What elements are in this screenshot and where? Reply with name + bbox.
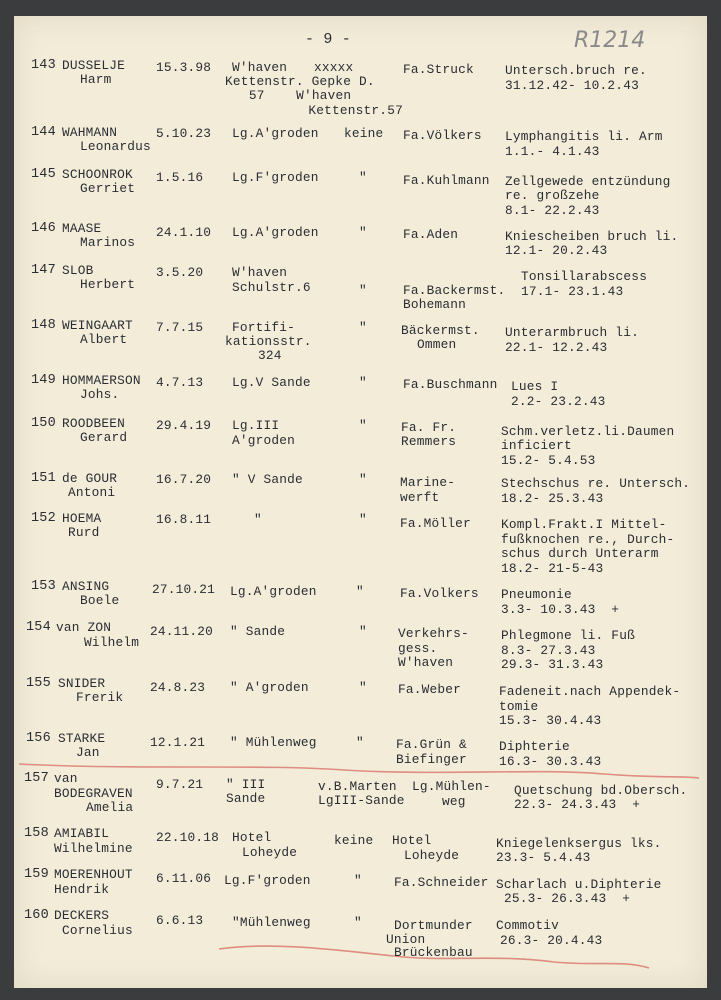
first-name: Cornelius <box>62 923 133 938</box>
birth-date: 5.10.23 <box>156 126 212 141</box>
family-contact: v.B.Marten <box>318 779 397 794</box>
row-number: 144 <box>31 125 56 140</box>
family-contact: " <box>359 283 367 298</box>
diagnosis: Schm.verletz.li.Daumen <box>501 424 675 439</box>
company: Fa.Kuhlmann <box>403 173 490 188</box>
row-number: 151 <box>31 471 56 486</box>
birth-date: 1.5.16 <box>156 170 204 185</box>
row-number: 150 <box>31 416 56 431</box>
row-number: 158 <box>24 826 49 841</box>
treatment-period: 15.3- 30.4.43 <box>499 713 602 728</box>
diagnosis: schus durch Unterarm <box>501 546 659 561</box>
surname: AMIABIL <box>54 826 110 841</box>
treatment-period: 17.1- 23.1.43 <box>521 284 624 299</box>
diagnosis: Stechschus re. Untersch. <box>501 476 691 491</box>
name-prefix: van <box>54 771 78 786</box>
first-name: Albert <box>80 332 128 347</box>
address-line: W'haven <box>232 265 288 280</box>
treatment-period: 18.2- 21-5-43 <box>501 561 604 576</box>
family-contact: " <box>359 375 367 390</box>
address-line: Kettenstr.57 <box>269 103 403 118</box>
birth-date: 16.7.20 <box>156 472 212 487</box>
row-number: 152 <box>31 511 56 526</box>
birth-date: 24.1.10 <box>156 225 212 240</box>
first-name: Wilhelm <box>84 635 140 650</box>
row-number: 147 <box>31 263 56 278</box>
surname: MOERENHOUT <box>54 867 133 882</box>
company: Verkehrs- <box>398 626 469 641</box>
first-name: Hendrik <box>54 882 110 897</box>
address-line: Kettenstr. Gepke D. <box>225 74 375 89</box>
birth-date: 22.10.18 <box>156 830 220 845</box>
document-page <box>14 16 707 988</box>
company: W'haven <box>398 655 454 670</box>
diagnosis: Pneumonie <box>501 587 572 602</box>
surname: ANSING <box>62 579 110 594</box>
company: Fa.Völkers <box>403 128 482 143</box>
first-name: Wilhelmine <box>54 841 133 856</box>
first-name: Harm <box>80 72 112 87</box>
address-line: 57 W'haven <box>241 88 352 103</box>
row-number: 160 <box>24 908 49 923</box>
company: Fa.Backermst. <box>403 283 506 298</box>
first-name: Amelia <box>86 800 134 815</box>
surname: DUSSELJE <box>62 58 126 73</box>
diagnosis: Lues I <box>511 379 559 394</box>
address-line: "Mühlenweg <box>232 915 311 930</box>
birth-date: 3.5.20 <box>156 265 204 280</box>
surname: HOMMAERSON <box>62 373 141 388</box>
address-line: Fortifi- <box>232 320 296 335</box>
address-line: Lg.V Sande <box>232 375 311 390</box>
treatment-period: 12.1- 20.2.43 <box>505 243 608 258</box>
crossed-out-text: xxxxx <box>314 60 354 75</box>
diagnosis: Untersch.bruch re. <box>505 63 647 78</box>
company: Bohemann <box>403 297 467 312</box>
family-contact: " <box>359 680 367 695</box>
company: Remmers <box>401 434 457 449</box>
surname: STARKE <box>58 731 106 746</box>
treatment-period: 3.3- 10.3.43 + <box>501 602 620 617</box>
first-name: Herbert <box>80 277 136 292</box>
treatment-period: 1.1.- 4.1.43 <box>505 144 600 159</box>
birth-date: 24.8.23 <box>150 680 206 695</box>
address-line: " <box>254 512 262 527</box>
treatment-period: 16.3- 30.3.43 <box>499 754 602 769</box>
diagnosis: Phlegmone li. Fuß <box>501 628 635 643</box>
surname: BODEGRAVEN <box>54 786 133 801</box>
diagnosis: Tonsillarabscess <box>521 269 648 284</box>
diagnosis: Kniescheiben bruch li. <box>505 229 679 244</box>
address-line: Loheyde <box>242 845 298 860</box>
family-contact: " <box>354 873 362 888</box>
treatment-period: 22.1- 12.2.43 <box>505 340 608 355</box>
diagnosis: Lymphangitis li. Arm <box>505 129 663 144</box>
diagnosis: tomie <box>499 699 539 714</box>
diagnosis: Fadeneit.nach Appendek- <box>499 684 681 699</box>
first-name: Gerard <box>80 430 128 445</box>
birth-date: 12.1.21 <box>150 735 206 750</box>
diagnosis: Commotiv <box>496 918 560 933</box>
surname: van ZON <box>56 620 112 635</box>
first-name: Rurd <box>68 525 100 540</box>
surname: SLOB <box>62 263 94 278</box>
birth-date: 7.7.15 <box>156 320 204 335</box>
family-contact: " <box>359 418 367 433</box>
row-number: 156 <box>26 731 51 746</box>
address-line: Lg.III <box>232 418 280 433</box>
treatment-period: 15.2- 5.4.53 <box>501 453 596 468</box>
surname: DECKERS <box>54 908 110 923</box>
address-line: Lg.A'groden <box>232 126 319 141</box>
treatment-period: 18.2- 25.3.43 <box>501 491 604 506</box>
surname: HOEMA <box>62 511 102 526</box>
address-line: Sande <box>226 791 266 806</box>
surname: SCHOONROK <box>62 167 133 182</box>
family-contact: " <box>356 584 364 599</box>
row-number: 148 <box>31 318 56 333</box>
diagnosis: Diphterie <box>499 739 570 754</box>
company: Marine- <box>400 475 456 490</box>
birth-date: 16.8.11 <box>156 512 212 527</box>
address-line: W'haven <box>232 60 288 75</box>
family-contact: " <box>359 225 367 240</box>
birth-date: 4.7.13 <box>156 375 204 390</box>
family-contact: " <box>359 170 367 185</box>
treatment-period: 22.3- 24.3.43 + <box>514 797 641 812</box>
surname: MAASE <box>62 221 102 236</box>
surname: WAHMANN <box>62 125 118 140</box>
treatment-period: 8.3- 27.3.43 <box>501 643 596 658</box>
company: Fa. Fr. <box>401 420 457 435</box>
row-number: 154 <box>26 620 51 635</box>
company: weg <box>442 794 466 809</box>
company: Hotel <box>392 833 432 848</box>
birth-date: 15.3.98 <box>156 60 212 75</box>
address-line: Hotel <box>232 830 272 845</box>
company: Fa.Buschmann <box>403 377 498 392</box>
treatment-period: 31.12.42- 10.2.43 <box>505 78 639 93</box>
row-number: 146 <box>31 221 56 236</box>
first-name: Leonardus <box>80 139 151 154</box>
row-number: 149 <box>31 373 56 388</box>
address-line: Lg.F'groden <box>232 170 319 185</box>
company: Dortmunder <box>394 918 473 933</box>
address-line: Lg.A'groden <box>232 225 319 240</box>
birth-date: 24.11.20 <box>150 624 214 639</box>
company: Fa.Volkers <box>400 586 479 601</box>
birth-date: 27.10.21 <box>152 582 216 597</box>
surname: de GOUR <box>62 471 118 486</box>
diagnosis: Zellgewede entzündung <box>505 174 671 189</box>
surname: SNIDER <box>58 676 106 691</box>
company: Union <box>386 932 426 947</box>
row-number: 157 <box>24 771 49 786</box>
surname: ROODBEEN <box>62 416 126 431</box>
address-line: " Sande <box>230 624 286 639</box>
address-line: Lg.A'groden <box>230 584 317 599</box>
family-contact: keine <box>344 126 384 141</box>
archive-reference: R1214 <box>574 28 646 53</box>
address-line: 324 <box>258 348 282 363</box>
first-name: Jan <box>76 745 100 760</box>
company: gess. <box>398 641 438 656</box>
first-name: Antoni <box>68 485 116 500</box>
company: Lg.Mühlen- <box>412 779 491 794</box>
family-contact: " <box>359 472 367 487</box>
company: Fa.Struck <box>403 62 474 77</box>
company: Fa.Grün & <box>396 737 467 752</box>
page-number: - 9 - <box>305 31 352 48</box>
row-number: 143 <box>31 58 56 73</box>
company: Bäckermst. <box>401 323 480 338</box>
birth-date: 9.7.21 <box>156 777 204 792</box>
treatment-period: 8.1- 22.2.43 <box>505 203 600 218</box>
company: Brückenbau <box>394 945 473 960</box>
company: Fa.Möller <box>400 516 471 531</box>
first-name: Frerik <box>76 690 124 705</box>
diagnosis: Kniegelenksergus lks. <box>496 836 662 851</box>
company: Fa.Schneider <box>394 875 489 890</box>
row-number: 159 <box>24 867 49 882</box>
company: Loheyde <box>404 848 460 863</box>
diagnosis: re. großzehe <box>505 188 600 203</box>
address-line: kationsstr. <box>225 334 312 349</box>
first-name: Gerriet <box>80 181 136 196</box>
address-line: " III <box>226 777 266 792</box>
family-contact: keine <box>334 833 374 848</box>
treatment-period: 2.2- 23.2.43 <box>511 394 606 409</box>
row-number: 155 <box>26 676 51 691</box>
family-contact: " <box>359 512 367 527</box>
first-name: Johs. <box>80 387 120 402</box>
birth-date: 6.6.13 <box>156 913 204 928</box>
address-line: " V Sande <box>232 472 303 487</box>
diagnosis: Kompl.Frakt.I Mittel- <box>501 517 667 532</box>
address-line: Lg.F'groden <box>224 873 311 888</box>
first-name: Marinos <box>80 235 136 250</box>
family-contact: " <box>359 320 367 335</box>
company: Fa.Aden <box>403 227 459 242</box>
surname: WEINGAART <box>62 318 133 333</box>
family-contact: LgIII-Sande <box>318 793 405 808</box>
diagnosis: Unterarmbruch li. <box>505 325 639 340</box>
address-line: A'groden <box>232 433 296 448</box>
treatment-period: 29.3- 31.3.43 <box>501 657 604 672</box>
company: Biefinger <box>396 752 467 767</box>
address-line: Schulstr.6 <box>232 280 311 295</box>
diagnosis: Scharlach u.Diphterie <box>496 877 662 892</box>
company: Ommen <box>417 337 457 352</box>
birth-date: 29.4.19 <box>156 418 212 433</box>
birth-date: 6.11.06 <box>156 871 212 886</box>
treatment-period: 25.3- 26.3.43 + <box>504 891 631 906</box>
first-name: Boele <box>80 593 120 608</box>
treatment-period: 26.3- 20.4.43 <box>500 933 603 948</box>
family-contact: " <box>354 915 362 930</box>
diagnosis: inficiert <box>501 438 572 453</box>
company: werft <box>400 490 440 505</box>
company: Fa.Weber <box>398 682 462 697</box>
row-number: 145 <box>31 167 56 182</box>
diagnosis: fußknochen re., Durch- <box>501 532 675 547</box>
treatment-period: 23.3- 5.4.43 <box>496 850 591 865</box>
row-number: 153 <box>31 579 56 594</box>
family-contact: " <box>359 624 367 639</box>
address-line: " Mühlenweg <box>230 735 317 750</box>
family-contact: " <box>356 735 364 750</box>
address-line: " A'groden <box>230 680 309 695</box>
diagnosis: Quetschung bd.Obersch. <box>514 783 688 798</box>
